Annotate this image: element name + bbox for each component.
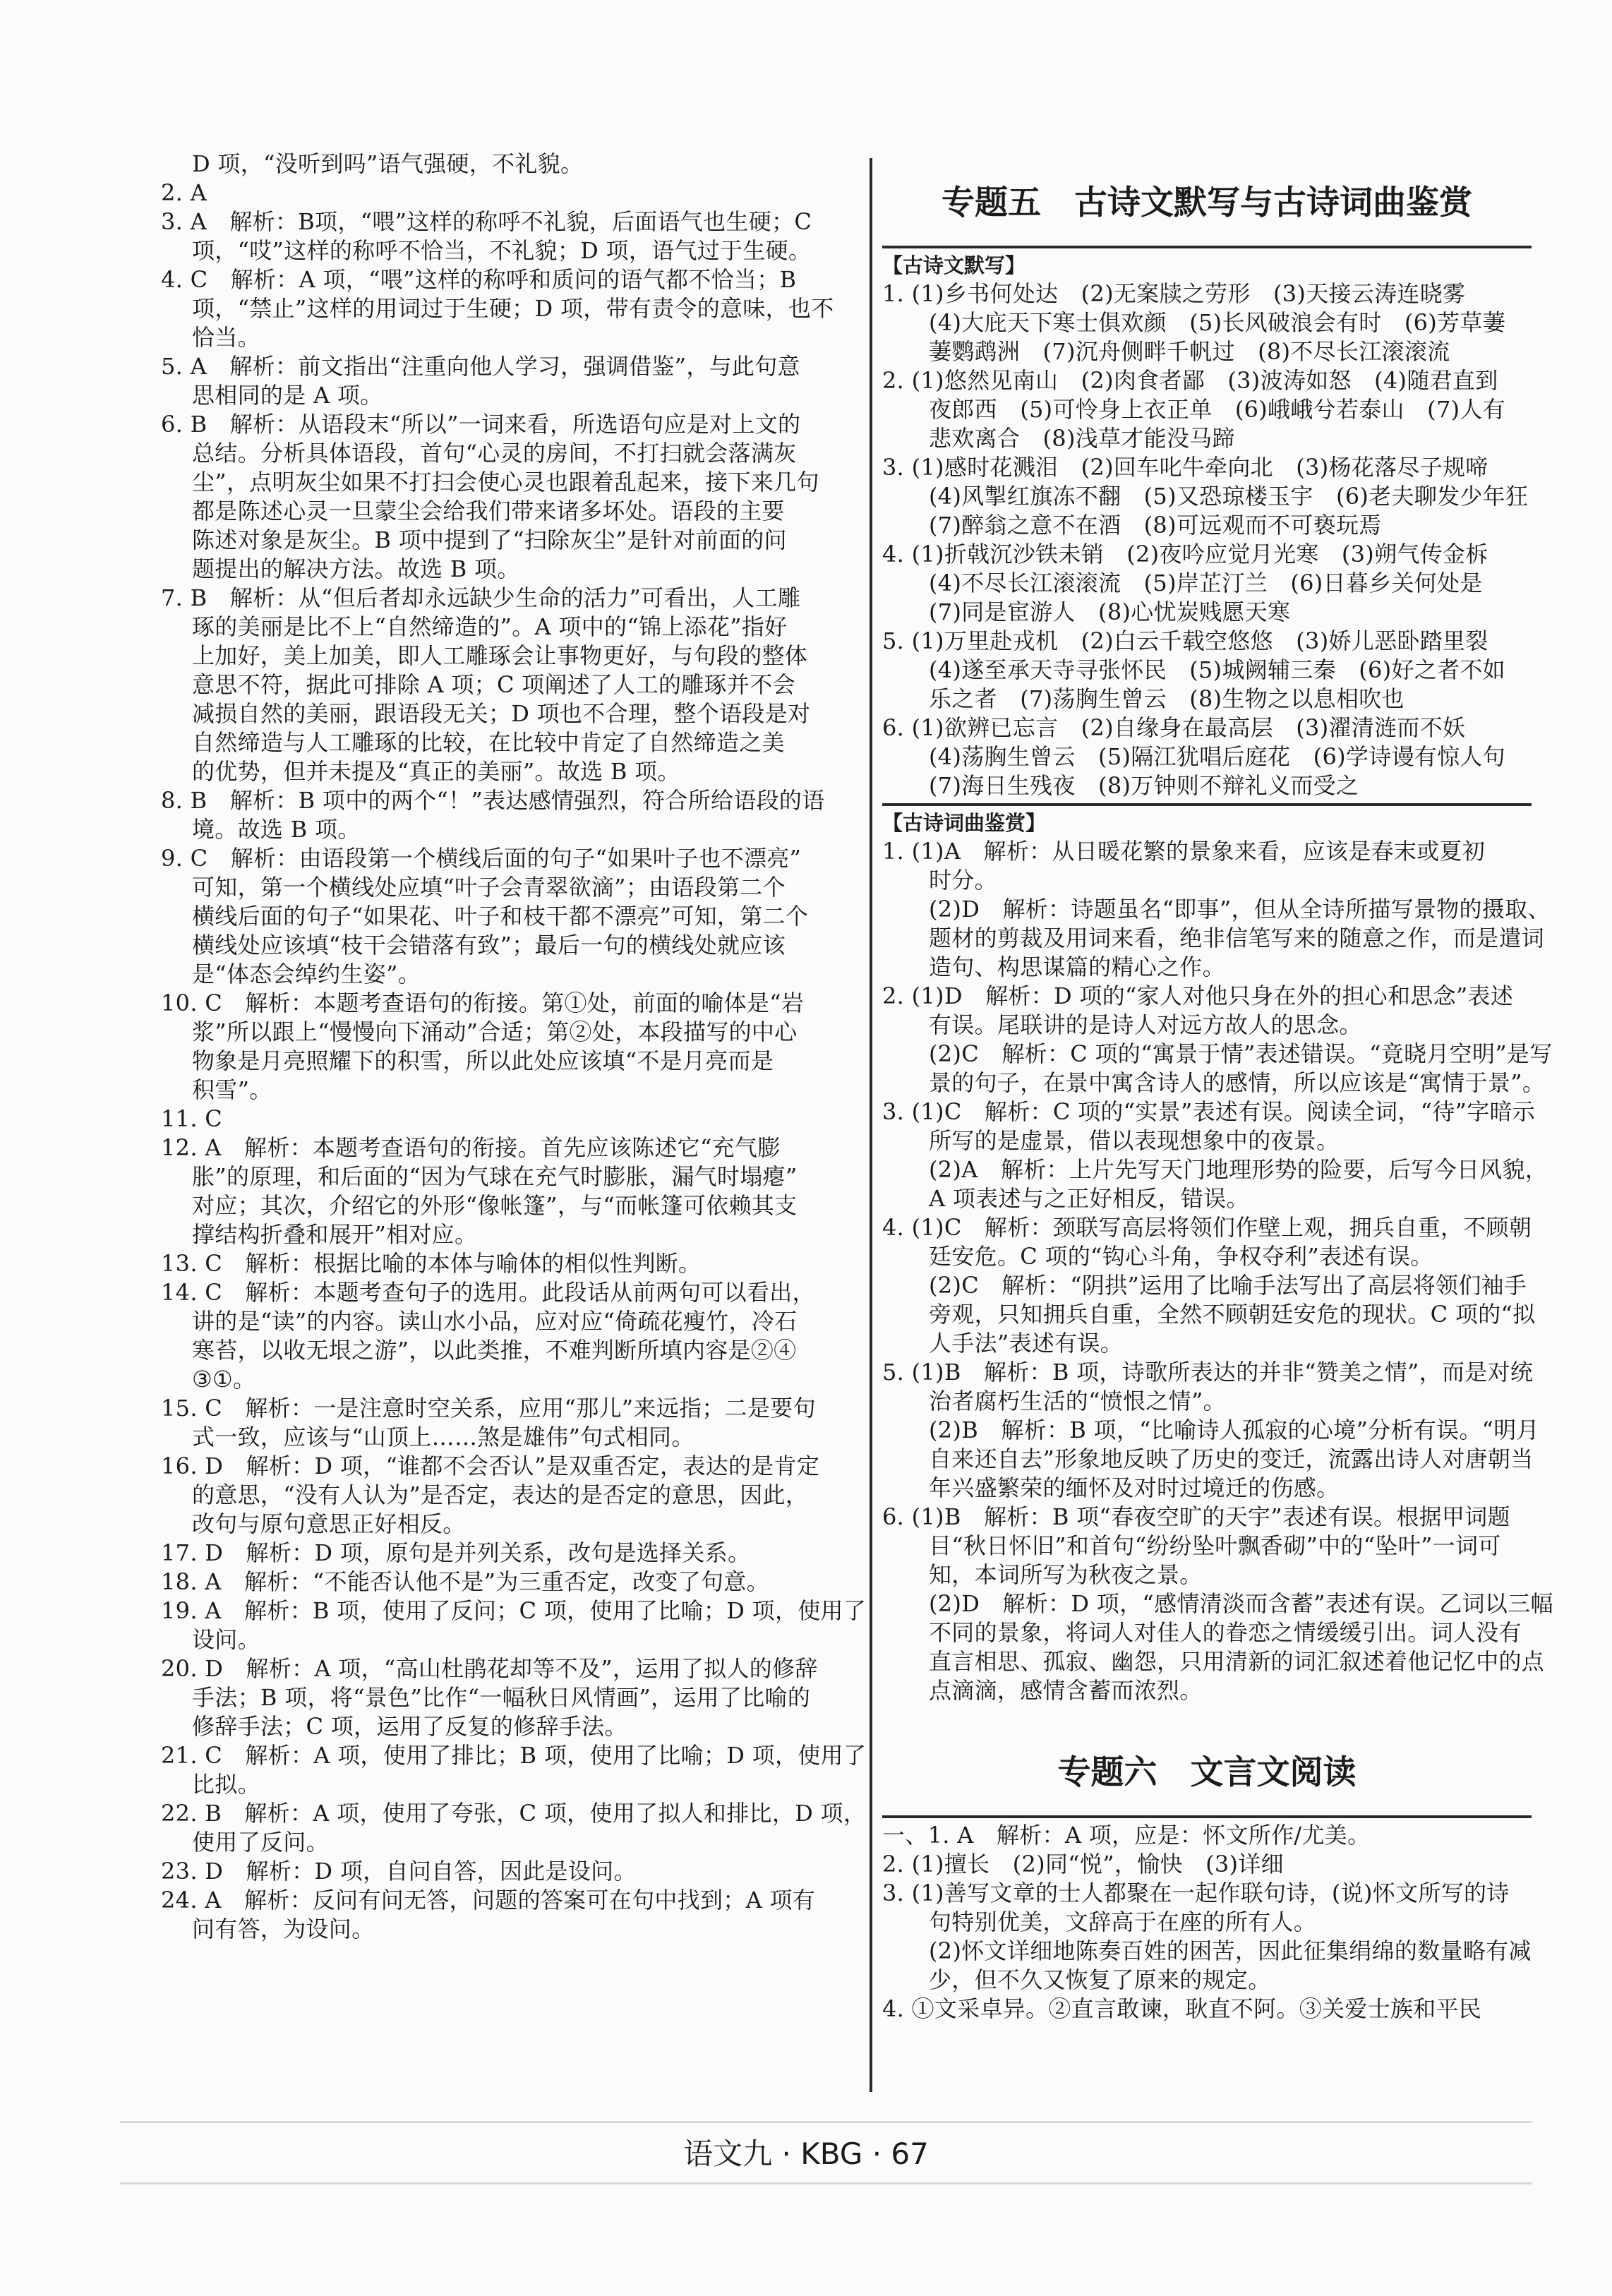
answer-line: 目“秋日怀旧”和首句“纷纷坠叶飘香砌”中的“坠叶”一词可 [929,1532,1501,1559]
answer-line: 可知，第一个横线处应填“叶子会青翠欲滴”；由语段第二个 [192,874,786,901]
answer-line: 减损自然的美丽，跟语段无关；D 项也不合理，整个语段是对 [192,700,811,727]
answer-line: 2. (1)擅长 (2)同“悦”，愉快 (3)详细 [882,1851,1284,1877]
answer-line: 改句与原句意思正好相反。 [192,1510,466,1537]
answer-line: 所写的是虚景，借以表现想象中的夜景。 [929,1127,1340,1154]
answer-line: 一、1. A 解析：A 项，应是：怀文所作/尤美。 [882,1822,1371,1849]
answer-line: 使用了反问。 [192,1829,329,1856]
answer-line: 琢的美丽是比不上“自然缔造的”。A 项中的“锦上添花”指好 [192,613,788,640]
column-divider [870,158,872,2092]
answer-line: 的优势，但并未提及“真正的美丽”。故选 B 项。 [192,758,680,785]
answer-line: (4)荡胸生曾云 (5)隔江犹唱后庭花 (6)学诗谩有惊人句 [929,743,1505,770]
answer-line: (7)同是宦游人 (8)心忧炭贱愿天寒 [929,599,1291,625]
right-column [882,150,1553,2024]
classical-reading-answers [882,1821,1532,2024]
subsection-appreciation-heading: 【古诗词曲鉴赏】 [882,811,1047,835]
answer-line: 题提出的解决方法。故选 B 项。 [192,555,520,582]
answer-line: 4. (1)折戟沉沙铁未销 (2)夜吟应觉月光寒 (3)朔气传金柝 [882,541,1488,567]
answer-line: 6. (1)B 解析：B 项“春夜空旷的天宇”表述有误。根据甲词题 [882,1503,1510,1530]
answer-line: 浆”所以跟上“慢慢向下涌动”合适；第②处，本段描写的中心 [192,1018,798,1045]
answer-line: 24. A 解析：反问有问无答，问题的答案可在句中找到；A 项有 [161,1887,816,1913]
answer-line: 年兴盛繁荣的缅怀及对时过境迁的伤感。 [929,1474,1340,1501]
answer-line: 11. C [161,1105,223,1132]
answer-line: 乐之者 (7)荡胸生曾云 (8)生物之以息相吹也 [929,685,1405,712]
answer-line: 点滴滴，感情含蓄而浓烈。 [929,1677,1203,1704]
answer-line: (2)怀文详细地陈奏百姓的困苦，因此征集绢绵的数量略有减 [929,1937,1532,1964]
section-rule [882,1815,1532,1818]
answer-line: 10. C 解析：本题考查语句的衔接。第①处，前面的喻体是“岩 [161,990,805,1016]
answer-line: 知，本词所写为秋夜之景。 [929,1561,1203,1588]
answer-line: D 项，“没听到吗”语气强硬，不礼貌。 [192,150,584,177]
answer-line: 2. (1)D 解析：D 项的“家人对他只身在外的担心和思念”表述 [882,982,1514,1009]
answer-line: 5. (1)万里赴戎机 (2)白云千载空悠悠 (3)娇儿恶卧踏里裂 [882,627,1488,654]
answer-line: (4)风掣红旗冻不翻 (5)又恐琼楼玉宇 (6)老夫聊发少年狂 [929,483,1529,510]
answer-line: 18. A 解析：“不能否认他不是”为三重否定，改变了句意。 [161,1568,769,1595]
answer-line: 横线后面的句子“如果花、叶子和枝干都不漂亮”可知，第二个 [192,903,809,930]
answer-line: 5. A 解析：前文指出“注重向他人学习，强调借鉴”，与此句意 [161,353,800,380]
answer-line: 景的句子，在景中寓含诗人的感情，所以应该是“寓情于景”。 [929,1069,1546,1096]
answer-line: 悲欢离合 (8)浅草才能没马蹄 [929,425,1235,452]
subsection-recitation-heading: 【古诗文默写】 [882,253,1026,277]
answer-line: 8. B 解析：B 项中的两个“！”表达感情强烈，符合所给语段的语 [161,787,825,814]
answer-line: 横线处应该填“枝干会错落有致”；最后一句的横线处就应该 [192,932,786,958]
page-footer: 语文九 · KBG · 67 [683,2136,929,2171]
answer-line: 人手法”表述有误。 [929,1330,1124,1357]
answer-line: 21. C 解析：A 项，使用了排比；B 项，使用了比喻；D 项，使用了 [161,1742,867,1769]
answer-line: 不同的景象，将词人对佳人的眷恋之情缓缓引出。词人没有 [929,1619,1522,1646]
answer-line: 3. (1)感时花溅泪 (2)回车叱牛牵向北 (3)杨花落尽子规啼 [882,454,1488,481]
answer-line: 比拟。 [192,1771,260,1798]
answer-line: 23. D 解析：D 项，自问自答，因此是设问。 [161,1858,637,1885]
section-rule [882,803,1532,806]
answer-line: (2)D 解析：D 项，“感情清淡而含蓄”表述有误。乙词以三幅 [929,1590,1553,1617]
section-six-title: 专题六 文言文阅读 [1057,1753,1357,1792]
answer-line: 总结。分析具体语段，首句“心灵的房间，不打扫就会落满灰 [192,440,797,467]
section-five-title: 专题五 古诗文默写与古诗词曲鉴赏 [942,184,1472,222]
answer-line: 13. C 解析：根据比喻的本体与喻体的相似性判断。 [161,1250,702,1277]
answer-line: 项，“禁止”这样的用词过于生硬；D 项，带有责令的意味，也不 [192,295,834,322]
answer-line: 1. (1)乡书何处达 (2)无案牍之劳形 (3)天接云涛连晓雾 [882,280,1466,307]
answer-line: 3. (1)C 解析：C 项的“实景”表述有误。阅读全词，“待”字暗示 [882,1098,1536,1125]
left-column [161,150,867,1944]
answer-line: 16. D 解析：D 项，“谁都不会否认”是双重否定，表达的是肯定 [161,1453,820,1479]
answer-line: 题材的剪裁及用词来看，绝非信笔写来的随意之作，而是遣词 [929,925,1545,951]
answer-line: 少，但不久又恢复了原来的规定。 [929,1966,1271,1993]
answer-line: 句特别优美，文辞高于在座的所有人。 [929,1909,1317,1935]
answer-line: 自然缔造与人工雕琢的比较，在比较中肯定了自然缔造之美 [192,729,785,756]
answer-line: 都是陈述心灵一旦蒙尘会给我们带来诸多坏处。语段的主要 [192,498,785,524]
answer-line: 寒苔，以收无垠之游”，以此类推，不难判断所填内容是②④ [192,1337,797,1364]
answer-line: 12. A 解析：本题考查语句的衔接。首先应该陈述它“充气膨 [161,1134,781,1161]
answer-line: 有误。尾联讲的是诗人对远方故人的思念。 [929,1011,1362,1038]
footer-rule-top [120,2121,1532,2123]
section-rule [882,246,1532,248]
answer-line: (2)C 解析：C 项的“寓景于情”表述错误。“竟晓月空明”是写 [929,1040,1553,1067]
answer-line: 的意思，“没有人认为”是否定，表达的是否定的意思，因此， [192,1481,809,1508]
answer-line: (7)海日生残夜 (8)万钟则不辩礼义而受之 [929,772,1359,799]
answer-line: 6. (1)欲辨已忘言 (2)自缘身在最高层 (3)濯清涟而不妖 [882,714,1466,741]
answer-line: ③①。 [192,1366,256,1393]
answer-line: 式一致，应该与“山顶上……煞是雄伟”句式相同。 [192,1424,694,1450]
answer-line: 旁观，只知拥兵自重，全然不顾朝廷安危的现状。C 项的“拟 [929,1301,1536,1328]
answer-line: (2)B 解析：B 项，“比喻诗人孤寂的心境”分析有误。“明月 [929,1417,1539,1443]
answer-line: (2)A 解析：上片先写天门地理形势的险要，后写今日风貌， [929,1156,1548,1183]
answer-line: 4. C 解析：A 项，“喂”这样的称呼和质问的语气都不恰当；B [161,266,797,293]
answer-line: 手法；B 项，将“景色”比作“一幅秋日风情画”，运用了比喻的 [192,1684,811,1711]
answer-line: 撑结构折叠和展开”相对应。 [192,1221,478,1248]
answer-line: 境。故选 B 项。 [192,816,361,843]
answer-line: (2)D 解析：诗题虽名“即事”，但从全诗所描写景物的摄取、 [929,896,1551,922]
answer-line: 是“体态会绰约生姿”。 [192,961,421,987]
answer-line: 22. B 解析：A 项，使用了夸张，C 项，使用了拟人和排比，D 项， [161,1800,867,1827]
answer-line: 15. C 解析：一是注意时空关系，应用“那儿”来远指；二是要句 [161,1395,816,1422]
answer-line: 造句、构思谋篇的精心之作。 [929,954,1225,980]
answer-line: 4. ①文采卓异。②直言敢谏，耿直不阿。③关爱士族和平民 [882,1995,1482,2022]
answer-line: 胀”的原理，和后面的“因为气球在充气时膨胀，漏气时塌瘪” [192,1163,798,1190]
answer-line: 夜郎西 (5)可怜身上衣正单 (6)峨峨兮若泰山 (7)人有 [929,396,1505,423]
answer-line: 5. (1)B 解析：B 项，诗歌所表达的并非“赞美之情”，而是对统 [882,1359,1534,1386]
answer-line: 讲的是“读”的内容。读山水小品，应对应“倚疏花瘦竹，冷石 [192,1308,798,1335]
answer-line: 问有答，为设问。 [192,1916,375,1942]
answer-line: 对应；其次，介绍它的外形“像帐篷”，与“而帐篷可依赖其支 [192,1192,798,1219]
answer-line: 尘”，点明灰尘如果不打扫会使心灵也跟着乱起来，接下来几句 [192,469,819,495]
answer-line: 自来还自去”形象地反映了历史的变迁，流露出诗人对唐朝当 [929,1445,1534,1472]
footer-rule-bottom [120,2182,1532,2184]
answer-line: A 项表述与之正好相反，错误。 [929,1185,1249,1212]
answer-line: 14. C 解析：本题考查句子的选用。此段话从前两句可以看出， [161,1279,815,1306]
answer-line: 1. (1)A 解析：从日暖花繁的景象来看，应该是春末或夏初 [882,838,1486,865]
answer-line: 直言相思、孤寂、幽怨，只用清新的词汇叙述着他记忆中的点 [929,1648,1545,1675]
answer-line: 17. D 解析：D 项，原句是并列关系，改句是选择关系。 [161,1539,751,1566]
answer-line: 20. D 解析：A 项，“高山杜鹃花却等不及”，运用了拟人的修辞 [161,1655,818,1682]
answer-line: 6. B 解析：从语段末“所以”一词来看，所选语句应是对上文的 [161,411,801,438]
answer-line: 恰当。 [192,324,260,351]
answer-line: 物象是月亮照耀下的积雪，所以此处应该填“不是月亮而是 [192,1047,774,1074]
answer-line: 修辞手法；C 项，运用了反复的修辞手法。 [192,1713,627,1740]
answer-line: 19. A 解析：B 项，使用了反问；C 项，使用了比喻；D 项，使用了 [161,1597,867,1624]
answer-line: 陈述对象是灰尘。B 项中提到了“扫除灰尘”是针对前面的问 [192,527,787,553]
answer-line: 上加好，美上加美，即人工雕琢会让事物更好，与句段的整体 [192,642,808,669]
recitation-answers [882,280,1532,800]
answer-line: 3. A 解析：B项，“喂”这样的称呼不礼貌，后面语气也生硬；C [161,208,812,235]
answer-line: 项，“哎”这样的称呼不恰当，不礼貌；D 项，语气过于生硬。 [192,237,812,264]
answer-line: (4)不尽长江滚滚流 (5)岸芷汀兰 (6)日暮乡关何处是 [929,570,1483,596]
answer-line: 治者腐朽生活的“愤恨之情”。 [929,1388,1226,1414]
answer-line: 7. B 解析：从“但后者却永远缺少生命的活力”可看出，人工雕 [161,584,801,611]
answer-line: 设问。 [192,1626,260,1653]
answer-line: 意思不符，据此可排除 A 项；C 项阐述了人工的雕琢并不会 [192,671,795,698]
answer-line: (2)C 解析：“阴拱”运用了比喻手法写出了高层将领们袖手 [929,1272,1527,1299]
answer-line: 9. C 解析：由语段第一个横线后面的句子“如果叶子也不漂亮” [161,845,802,872]
answer-line: 积雪”。 [192,1076,272,1103]
appreciation-answers [882,837,1553,1705]
answer-line: (4)遂至承天寺寻张怀民 (5)城阙辅三秦 (6)好之者不如 [929,656,1505,683]
answer-line: 廷安危。C 项的“钩心斗角，争权夺利”表述有误。 [929,1243,1433,1270]
answer-line: 2. (1)悠然见南山 (2)肉食者鄙 (3)波涛如怒 (4)随君直到 [882,367,1498,394]
answer-line: 思相同的是 A 项。 [192,382,383,409]
answer-line: (7)醉翁之意不在酒 (8)可远观而不可亵玩焉 [929,512,1382,539]
answer-line: 时分。 [929,867,997,894]
answer-line: (4)大庇天下寒士俱欢颜 (5)长风破浪会有时 (6)芳草萋 [929,309,1505,336]
answer-line: 2. A [161,179,207,206]
answer-line: 4. (1)C 解析：颈联写高层将领们作壁上观，拥兵自重，不顾朝 [882,1214,1532,1241]
answer-line: 萋鹦鹉洲 (7)沉舟侧畔千帆过 (8)不尽长江滚滚流 [929,338,1450,365]
answer-line: 3. (1)善写文章的士人都聚在一起作联句诗，(说)怀文所写的诗 [882,1880,1510,1906]
